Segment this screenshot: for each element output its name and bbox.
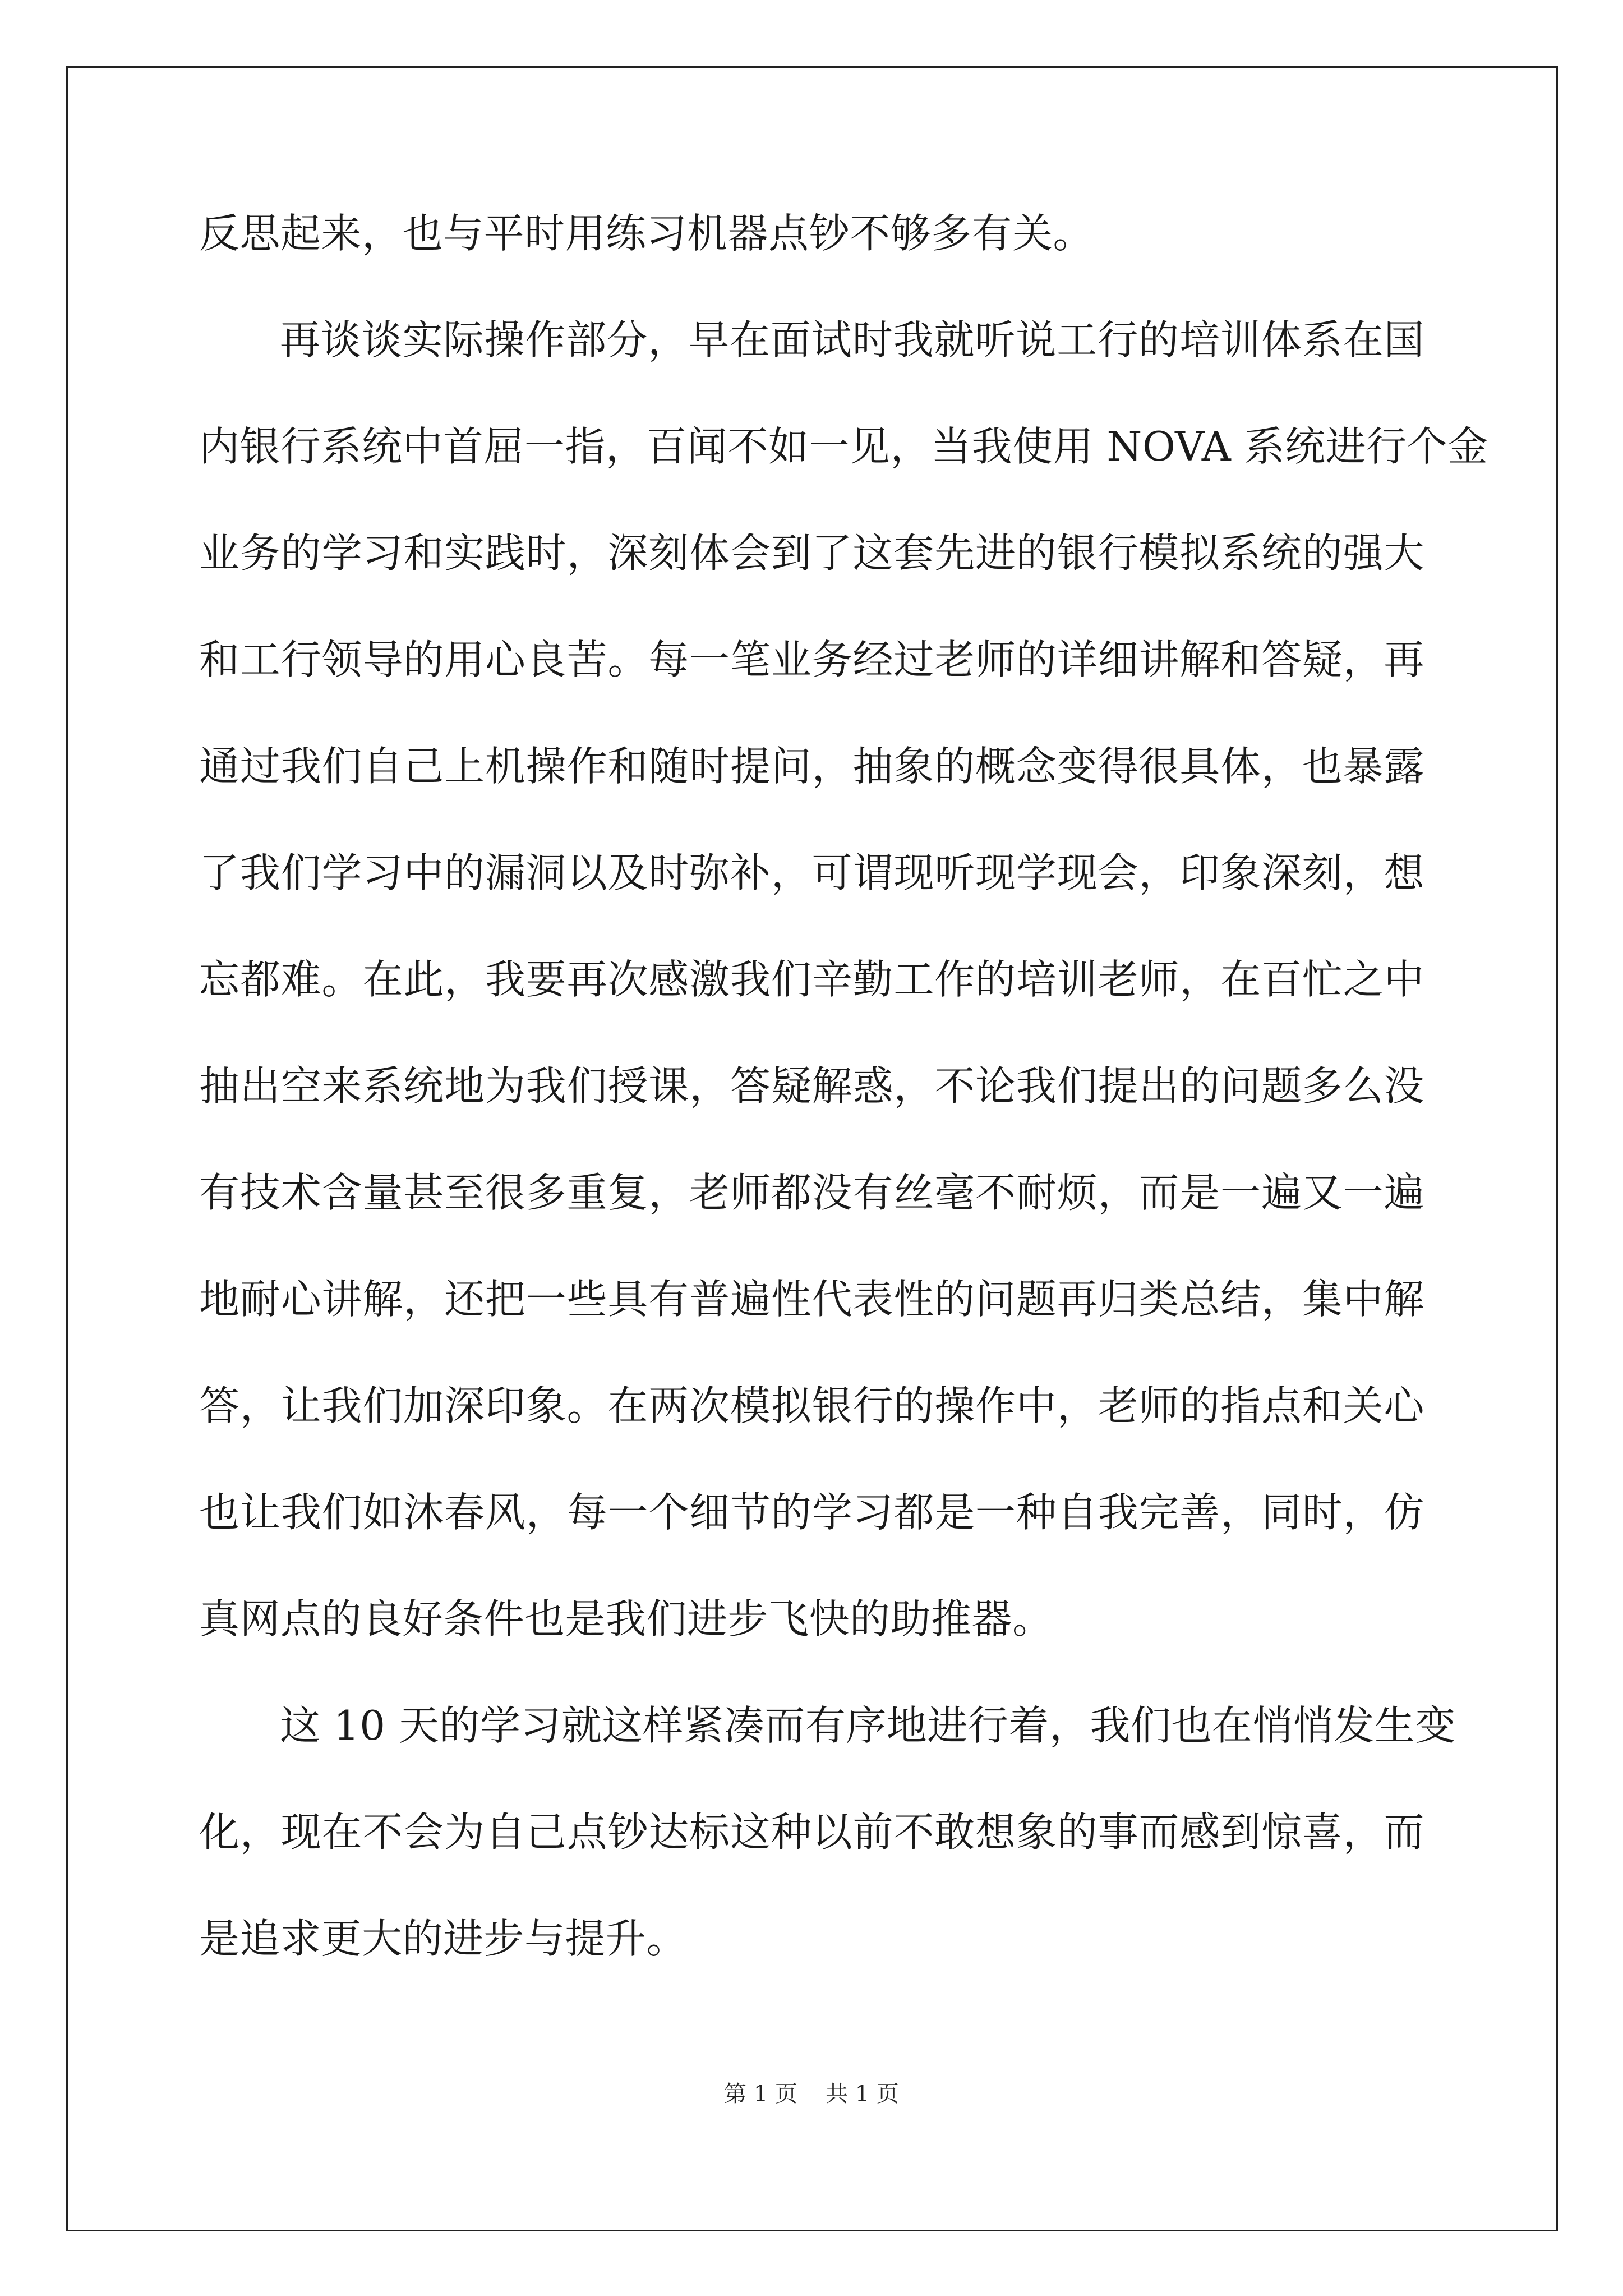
text-line: 忘都难。在此，我要再次感激我们辛勤工作的培训老师，在百忙之中 <box>199 956 1424 1003</box>
text-line: 是追求更大的进步与提升。 <box>199 1915 688 1962</box>
text-line: 业务的学习和实践时，深刻体会到了这套先进的银行模拟系统的强大 <box>199 530 1424 577</box>
text-line: 答，让我们加深印象。在两次模拟银行的操作中，老师的指点和关心 <box>199 1382 1424 1429</box>
text-line: 这 10 天的学习就这样紧凑而有序地进行着，我们也在悄悄发生变 <box>280 1702 1456 1749</box>
text-line: 内银行系统中首屈一指，百闻不如一见，当我使用 NOVA 系统进行个金 <box>199 423 1488 470</box>
page-number: 第 1 页 <box>724 2081 797 2107</box>
text-line: 了我们学习中的漏洞以及时弥补，可谓现听现学现会，印象深刻，想 <box>199 849 1424 896</box>
text-line: 和工行领导的用心良苦。每一笔业务经过老师的详细讲解和答疑，再 <box>199 636 1424 683</box>
text-line: 也让我们如沐春风，每一个细节的学习都是一种自我完善，同时，仿 <box>199 1489 1424 1536</box>
page-footer <box>0 2078 1623 2110</box>
text-line: 通过我们自己上机操作和随时提问，抽象的概念变得很具体，也暴露 <box>199 743 1424 790</box>
text-line: 真网点的良好条件也是我们进步飞快的助推器。 <box>199 1595 1053 1642</box>
page-total: 共 1 页 <box>826 2081 899 2107</box>
text-line: 化，现在不会为自己点钞达标这种以前不敢想象的事而感到惊喜，而 <box>199 1809 1424 1856</box>
text-line: 反思起来，也与平时用练习机器点钞不够多有关。 <box>199 210 1094 257</box>
text-line: 抽出空来系统地为我们授课，答疑解惑，不论我们提出的问题多么没 <box>199 1062 1424 1110</box>
text-line: 地耐心讲解，还把一些具有普遍性代表性的问题再归类总结，集中解 <box>199 1276 1424 1323</box>
text-line: 再谈谈实际操作部分，早在面试时我就听说工行的培训体系在国 <box>280 316 1424 364</box>
text-line: 有技术含量甚至很多重复，老师都没有丝毫不耐烦，而是一遍又一遍 <box>199 1169 1424 1216</box>
page-border <box>66 66 1558 2231</box>
